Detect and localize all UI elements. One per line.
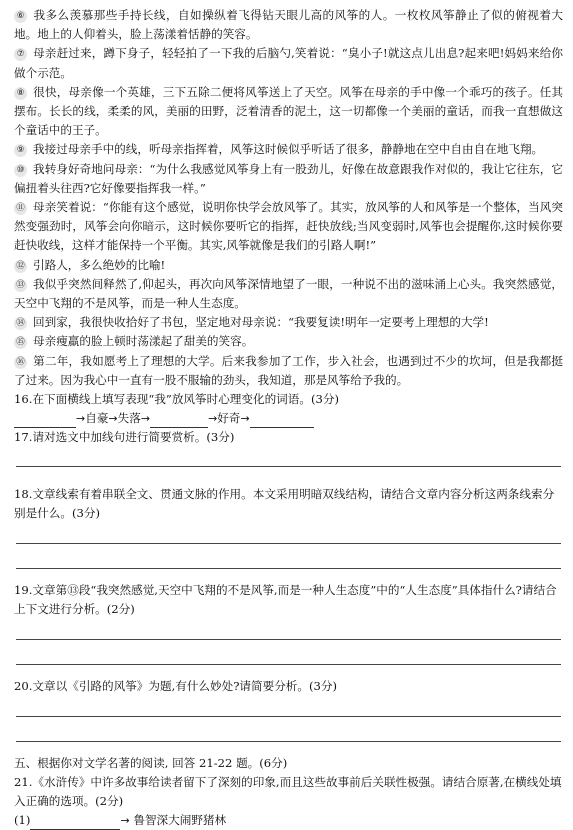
paragraph-number: ⑩ [14,164,27,177]
paragraph-15 [14,332,563,351]
paragraph-6 [14,6,563,44]
paragraph-9 [14,140,563,159]
paragraph-13 [14,275,563,313]
paragraph-11 [14,198,563,256]
paragraph-text: 母亲笑着说：“你能有这个感觉，说明你快学会放风筝了。其实，放风筝的人和风筝是一个整体，当风突然变强劲时，风筝会向你暗示，这时候你要听它的指挥，赶快放线;当风变弱时,风筝也会提醒你,这时候你要赶快收线，这样才能保持一个平衡。其实,风筝就像是我们的引路人啊!” [14,200,563,253]
arrow-icon: → [108,412,118,426]
answer-blank[interactable] [30,814,120,830]
paragraph-7 [14,44,563,82]
paragraph-text: 我接过母亲手中的线，听母亲指挥着，风筝这时候似乎听话了很多，静静地在空中自由自在地飞翔。 [33,142,544,157]
paragraph-8 [14,83,563,141]
question-21-prompt: 21.《水浒传》中许多故事给读者留下了深刻的印象,而且这些故事前后关联性极强。请结合原著,在横线处填入正确的选项。(2分) [14,775,562,809]
mood-word-lost: 失落 [117,411,141,426]
paragraph-number: ⑯ [14,356,27,369]
spacer [14,569,563,581]
spacer [14,717,563,741]
paragraph-text: 很快，母亲像一个英雄，三下五除二便将风筝送上了天空。风筝在母亲的手中像一个乖巧的孩子。任其摆布。长长的线，柔柔的风，美丽的田野，泛着清香的泥土，这一切都像一个美丽的童话，而我一直想做这个童话中的王子。 [14,84,563,138]
question-17-prompt: 17.请对选文中加线句进行简要赏析。(3分) [14,430,235,445]
spacer [14,742,563,754]
paragraph-12 [14,256,563,275]
question-18-prompt: 18.文章线索有着串联全文、贯通文脉的作用。本文采用明暗双线结构，请结合文章内容分析这两条线索分别是什么。(3分) [14,487,555,521]
spacer [14,619,563,639]
spacer [14,544,563,568]
paragraph-text: 我似乎突然间释然了,仰起头，再次向风筝深情地望了一眼，一种说不出的滋味涌上心头。我突然感觉，天空中飞翔的不是风筝，而是一种人生态度。 [14,276,563,311]
item-text: 鲁智深大闹野猪林 [133,813,227,828]
paragraph-text: 引路人，多么绝妙的比喻! [33,257,166,272]
paragraph-text: 母亲赶过来，蹲下身子，轻轻拍了一下我的后脑勺,笑着说：“臭小子!就这点儿出息?起来吧!妈妈来给你做个示范。 [14,46,563,80]
section-5-heading: 五、根据你对文学名著的阅读, 回答 21-22 题。(6分) [14,756,288,771]
arrow-icon: → [240,412,250,426]
question-21-item-1 [14,811,563,830]
arrow-icon: → [76,412,86,426]
paragraph-number: ⑦ [14,48,27,61]
paragraph-number: ⑭ [14,317,27,330]
question-20-prompt: 20.文章以《引路的风筝》为题,有什么妙处?请简要分析。(3分) [14,679,338,694]
question-16-answer-row [14,409,563,428]
paragraph-number: ⑫ [14,260,27,273]
spacer [14,523,563,543]
spacer [14,696,563,716]
reading-passage [14,6,563,390]
question-16-prompt: 16.在下面横线上填写表现“我”放风筝时心理变化的词语。(3分) [14,392,339,407]
arrow-icon: → [208,412,218,426]
item-label: (1) [14,813,31,828]
paragraph-14 [14,313,563,332]
mood-word-proud: 自豪 [85,411,109,426]
paragraph-text: 我转身好奇地问母亲：“为什么我感觉风筝身上有一股劲儿，好像在故意跟我作对似的，我让它往东，它偏扭着头往西?它好像要指挥我一样。” [14,161,563,195]
spacer [14,467,563,485]
paragraph-number: ⑪ [14,202,27,215]
mood-word-curious: 好奇 [217,411,241,426]
answer-blank[interactable] [150,412,208,428]
paragraph-text: 回到家，我很快收拾好了书包，坚定地对母亲说：“我要复读!明年一定要考上理想的大学! [33,315,489,330]
question-19-prompt: 19.文章第⑬段“我突然感觉,天空中飞翔的不是风筝,而是一种人生态度”中的“人生态度”具体指什么?请结合上下文进行分析。(2分) [14,583,557,617]
paragraph-number: ⑨ [14,144,27,157]
answer-blank[interactable] [250,412,314,428]
arrow-icon: → [140,412,151,426]
paragraph-text: 第二年，我如愿考上了理想的大学。后来我参加了工作，步入社会，也遇到过不少的坎坷，但是我都挺了过来。因为我心中一直有一股不服输的劲头，我知道，那是风筝给予我的。 [14,353,563,387]
spacer [14,665,563,677]
paragraph-number: ⑬ [14,279,27,292]
paragraph-number: ⑮ [14,336,27,349]
paragraph-number: ⑧ [14,87,27,100]
paragraph-text: 母亲瘦羸的脸上顿时荡漾起了甜美的笑容。 [33,334,254,349]
paragraph-10 [14,160,563,198]
paragraph-16 [14,352,563,390]
spacer [14,447,563,466]
paragraph-text: 我多么羡慕那些手持长线，自如操纵着飞得钻天眼儿高的风筝的人。一枚枚风筝静止了似的俯视着大地。地上的人仰着头，脸上荡漾着恬静的笑容。 [14,8,563,42]
answer-blank[interactable] [14,412,76,428]
arrow-icon: → [120,814,130,828]
paragraph-number: ⑥ [14,10,27,23]
spacer [14,640,563,664]
